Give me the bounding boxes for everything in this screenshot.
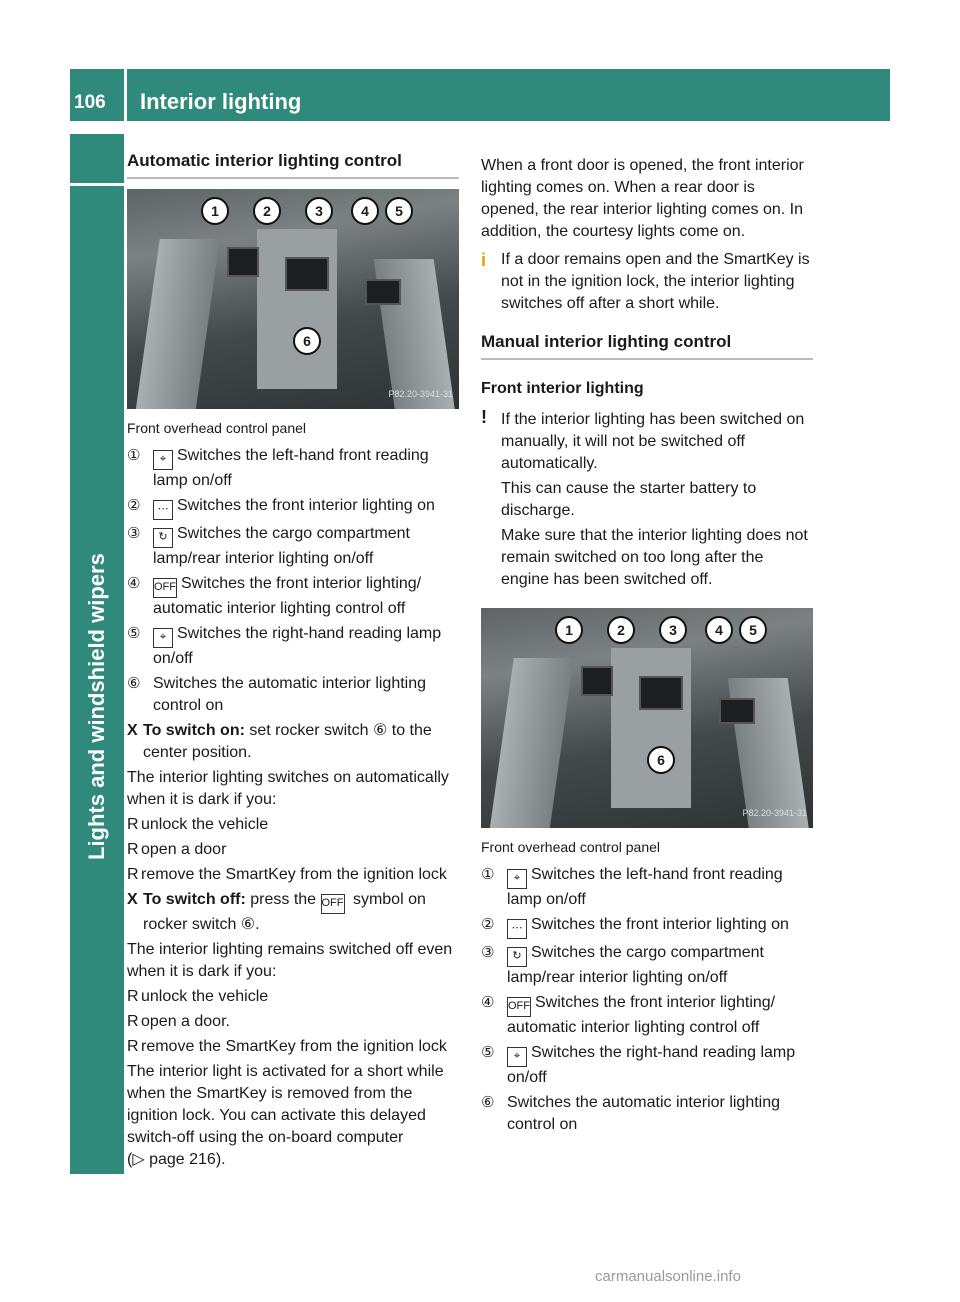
legend-number: ④: [481, 994, 495, 1011]
legend-text: [153, 523, 459, 570]
bullet-text: open a door: [141, 841, 227, 858]
photo-code: P82.20-3941-31: [388, 389, 453, 399]
legend-text: [507, 864, 813, 911]
legend-description: Switches the automatic interior lighting control on: [507, 1094, 781, 1133]
photo-switch-right: [719, 698, 755, 724]
section-heading-automatic: Automatic interior lighting control: [127, 150, 459, 179]
page-reference-link[interactable]: (▷ page 216).: [127, 1151, 226, 1168]
legend-text: [507, 992, 813, 1039]
photo-switch-right: [365, 279, 401, 305]
legend-text: [153, 673, 459, 717]
callout-4: 4: [705, 616, 733, 644]
list-item: [127, 839, 459, 861]
legend-item: [481, 942, 813, 989]
section-heading-manual: Manual interior lighting control: [481, 331, 813, 360]
legend-item: [481, 1092, 813, 1136]
photo-switch-center: [639, 676, 683, 710]
overhead-panel-photo-2: [481, 608, 813, 828]
bullet-list-on: [127, 814, 459, 886]
info-note: [481, 249, 813, 315]
bullet-marker: R: [127, 1038, 139, 1055]
legend-item: [481, 864, 813, 911]
switch-symbol-icon: ⌖: [153, 628, 173, 648]
photo-switch-left: [227, 247, 259, 277]
legend-description: Switches the front interior lighting on: [177, 497, 435, 514]
legend-description: Switches the right-hand reading lamp on/off: [153, 625, 442, 667]
list-item: [127, 986, 459, 1008]
list-item: [127, 1036, 459, 1058]
legend-description: Switches the right-hand reading lamp on/off: [507, 1044, 796, 1086]
legend-text: [153, 445, 459, 492]
legend-number: ④: [127, 575, 141, 592]
switch-symbol-icon: ⋯: [153, 500, 173, 520]
callout-3: 3: [659, 616, 687, 644]
legend-item: [127, 523, 459, 570]
legend-item: [481, 914, 813, 939]
legend-number: ①: [481, 866, 495, 883]
bullet-list-off: [127, 986, 459, 1058]
legend-number: ⑥: [481, 1094, 495, 1111]
callout-6: 6: [647, 746, 675, 774]
legend-description: Switches the cargo compartment lamp/rear interior lighting on/off: [153, 525, 410, 567]
legend-item: [481, 1042, 813, 1089]
list-item: [127, 1011, 459, 1033]
right-column: [481, 155, 813, 1139]
switch-symbol-icon: ⋯: [507, 919, 527, 939]
photo-panel-left: [484, 658, 574, 828]
legend-text: [507, 1042, 813, 1089]
legend-list: [481, 864, 813, 1136]
warning-note: [481, 406, 813, 594]
step-marker: X: [127, 722, 138, 739]
callout-4: 4: [351, 197, 379, 225]
legend-number: ②: [127, 497, 141, 514]
callout-5: 5: [739, 616, 767, 644]
callout-2: 2: [607, 616, 635, 644]
switch-symbol-icon: ⌖: [507, 1047, 527, 1067]
legend-item: [127, 623, 459, 670]
step-text: symbol on rocker switch ⑥.: [143, 891, 426, 933]
step-text: set rocker switch ⑥ to the center position.: [143, 722, 432, 761]
callout-3: 3: [305, 197, 333, 225]
legend-item: [127, 573, 459, 620]
photo-panel-left: [130, 239, 220, 409]
callout-6: 6: [293, 327, 321, 355]
page-title: Interior lighting: [140, 89, 302, 114]
warning-icon: !: [481, 407, 487, 427]
bullet-text: unlock the vehicle: [141, 988, 269, 1005]
callout-1: 1: [555, 616, 583, 644]
legend-description: Switches the left-hand front reading lamp on/off: [507, 866, 783, 908]
legend-text: [153, 495, 459, 520]
step-label: To switch off:: [143, 891, 246, 908]
legend-text: [507, 1092, 813, 1136]
legend-description: Switches the front interior lighting/ automatic interior lighting control off: [507, 994, 776, 1036]
photo-code: P82.20-3941-31: [742, 808, 807, 818]
left-column: [127, 150, 459, 1174]
legend-text: [507, 914, 813, 939]
switch-symbol-icon: ↻: [153, 528, 173, 548]
photo-center-console: [257, 229, 337, 389]
overhead-panel-photo: [127, 189, 459, 409]
list-item: [127, 814, 459, 836]
legend-item: [481, 992, 813, 1039]
legend-list: [127, 445, 459, 717]
info-icon: i: [481, 250, 487, 270]
header-separator: [124, 69, 127, 121]
bullet-text: remove the SmartKey from the ignition lock: [141, 866, 447, 883]
switch-symbol-icon: ⌖: [507, 869, 527, 889]
photo-switch-center: [285, 257, 329, 291]
sub-heading-front: Front interior lighting: [481, 380, 644, 397]
step-label: To switch on:: [143, 722, 245, 739]
delay-text: The interior light is activated for a short while when the SmartKey is removed from the ignition lock. You can activate this delayed switch-off using the on-board computer: [127, 1063, 444, 1146]
paragraph-intro: When a front door is opened, the front interior lighting comes on. When a rear door is opened, the rear interior lighting comes on. In addition, the courtesy lights come on.: [481, 157, 804, 240]
off-symbol-icon: OFF: [321, 894, 345, 914]
legend-number: ⑤: [481, 1044, 495, 1061]
side-tab-label: Lights and windshield wipers: [84, 553, 109, 860]
watermark: carmanualsonline.info: [595, 1268, 741, 1285]
photo-switch-left: [581, 666, 613, 696]
step-marker: X: [127, 891, 138, 908]
bullet-marker: R: [127, 816, 139, 833]
warning-line: This can cause the starter battery to discharge.: [501, 480, 757, 519]
switch-symbol-icon: OFF: [507, 997, 531, 1017]
bullet-marker: R: [127, 841, 139, 858]
list-item: [127, 864, 459, 886]
note-text: If a door remains open and the SmartKey is not in the ignition lock, the interior lighting switches off after a short while.: [501, 251, 810, 312]
page-number: 106: [74, 92, 106, 113]
photo-center-console: [611, 648, 691, 808]
legend-description: Switches the front interior lighting on: [531, 916, 789, 933]
legend-item: [127, 495, 459, 520]
bullet-marker: R: [127, 1013, 139, 1030]
step-switch-on: [127, 720, 459, 764]
paragraph-switch-on: The interior lighting switches on automatically when it is dark if you:: [127, 769, 449, 808]
bullet-marker: R: [127, 866, 139, 883]
legend-number: ②: [481, 916, 495, 933]
photo-caption: Front overhead control panel: [127, 420, 306, 436]
step-text: press the: [245, 891, 321, 908]
legend-text: [153, 623, 459, 670]
bullet-text: unlock the vehicle: [141, 816, 269, 833]
legend-number: ①: [127, 447, 141, 464]
warning-line: If the interior lighting has been switched on manually, it will not be switched off automatically.: [501, 411, 805, 472]
bullet-marker: R: [127, 988, 139, 1005]
photo-caption: Front overhead control panel: [481, 839, 660, 855]
callout-5: 5: [385, 197, 413, 225]
paragraph-switch-off: The interior lighting remains switched off even when it is dark if you:: [127, 941, 453, 980]
legend-description: Switches the left-hand front reading lamp on/off: [153, 447, 429, 489]
warning-line: Make sure that the interior lighting does not remain switched on too long after the engine has been switched off.: [501, 527, 808, 588]
step-switch-off: [127, 889, 459, 936]
callout-1: 1: [201, 197, 229, 225]
side-tab-square: [70, 134, 124, 186]
legend-item: [127, 445, 459, 492]
legend-number: ③: [127, 525, 141, 542]
legend-number: ③: [481, 944, 495, 961]
switch-symbol-icon: ↻: [507, 947, 527, 967]
callout-2: 2: [253, 197, 281, 225]
paragraph-delay: [127, 1061, 459, 1171]
bullet-text: open a door.: [141, 1013, 230, 1030]
legend-description: Switches the cargo compartment lamp/rear interior lighting on/off: [507, 944, 764, 986]
legend-item: [127, 673, 459, 717]
legend-text: [153, 573, 459, 620]
legend-number: ⑥: [127, 675, 141, 692]
legend-description: Switches the front interior lighting/ automatic interior lighting control off: [153, 575, 422, 617]
switch-symbol-icon: ⌖: [153, 450, 173, 470]
legend-number: ⑤: [127, 625, 141, 642]
bullet-text: remove the SmartKey from the ignition lock: [141, 1038, 447, 1055]
legend-description: Switches the automatic interior lighting control on: [153, 675, 427, 714]
switch-symbol-icon: OFF: [153, 578, 177, 598]
legend-text: [507, 942, 813, 989]
